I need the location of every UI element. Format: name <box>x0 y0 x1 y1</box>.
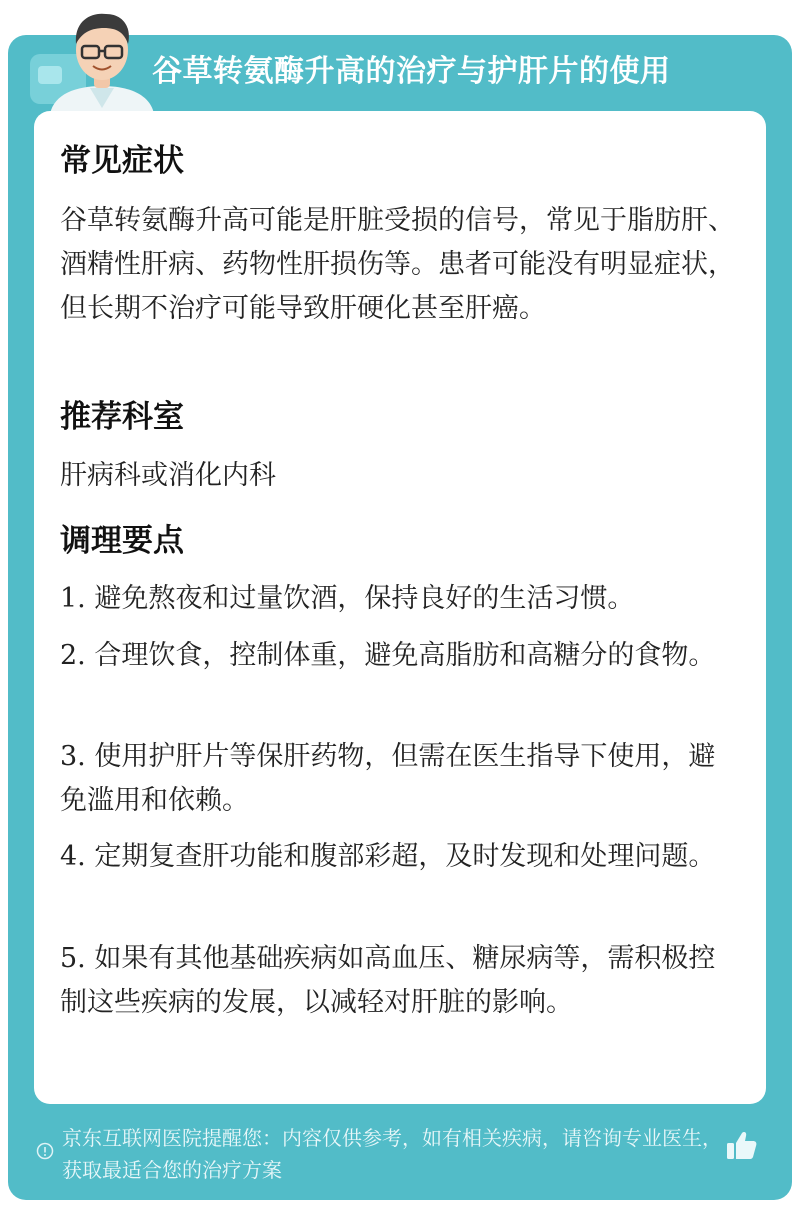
thumbs-up-icon[interactable] <box>724 1128 760 1164</box>
footer-notice-text: 京东互联网医院提醒您：内容仅供参考，如有相关疾病，请咨询专业医生，获取最适合您的治疗方案 <box>62 1126 722 1182</box>
list-item <box>60 577 740 621</box>
list-item-number: 3. <box>60 741 86 772</box>
content-card <box>34 111 766 1104</box>
list-item <box>60 937 740 1025</box>
department-text: 肝病科或消化内科 <box>60 460 276 491</box>
section-title-care-tips: 调理要点 <box>60 523 184 559</box>
list-item-text: 避免熬夜和过量饮酒，保持良好的生活习惯。 <box>94 583 635 614</box>
list-item-number: 2. <box>60 640 86 671</box>
list-item-text: 合理饮食，控制体重，避免高脂肪和高糖分的食物。 <box>94 640 716 671</box>
list-item-text: 定期复查肝功能和腹部彩超，及时发现和处理问题。 <box>94 841 716 872</box>
list-item-number: 5. <box>60 943 86 974</box>
info-icon <box>36 1142 54 1160</box>
list-item-number: 4. <box>60 841 86 872</box>
symptoms-text: 谷草转氨酶升高可能是肝脏受损的信号，常见于脂肪肝、酒精性肝病、药物性肝损伤等。患者可能没有明显症状，但长期不治疗可能导致肝硬化甚至肝癌。 <box>60 205 735 324</box>
list-item <box>60 835 740 879</box>
list-item <box>60 634 740 678</box>
list-item-number: 1. <box>60 583 86 614</box>
list-item <box>60 735 740 823</box>
page-title: 谷草转氨酶升高的治疗与护肝片的使用 <box>152 54 671 89</box>
section-title-department: 推荐科室 <box>60 399 184 435</box>
footer-notice <box>0 1110 800 1200</box>
list-item-text: 使用护肝片等保肝药物，但需在医生指导下使用，避免滥用和依赖。 <box>60 741 716 816</box>
list-item-text: 如果有其他基础疾病如高血压、糖尿病等，需积极控制这些疾病的发展，以减轻对肝脏的影响。 <box>60 943 716 1018</box>
section-title-symptoms: 常见症状 <box>60 143 184 179</box>
